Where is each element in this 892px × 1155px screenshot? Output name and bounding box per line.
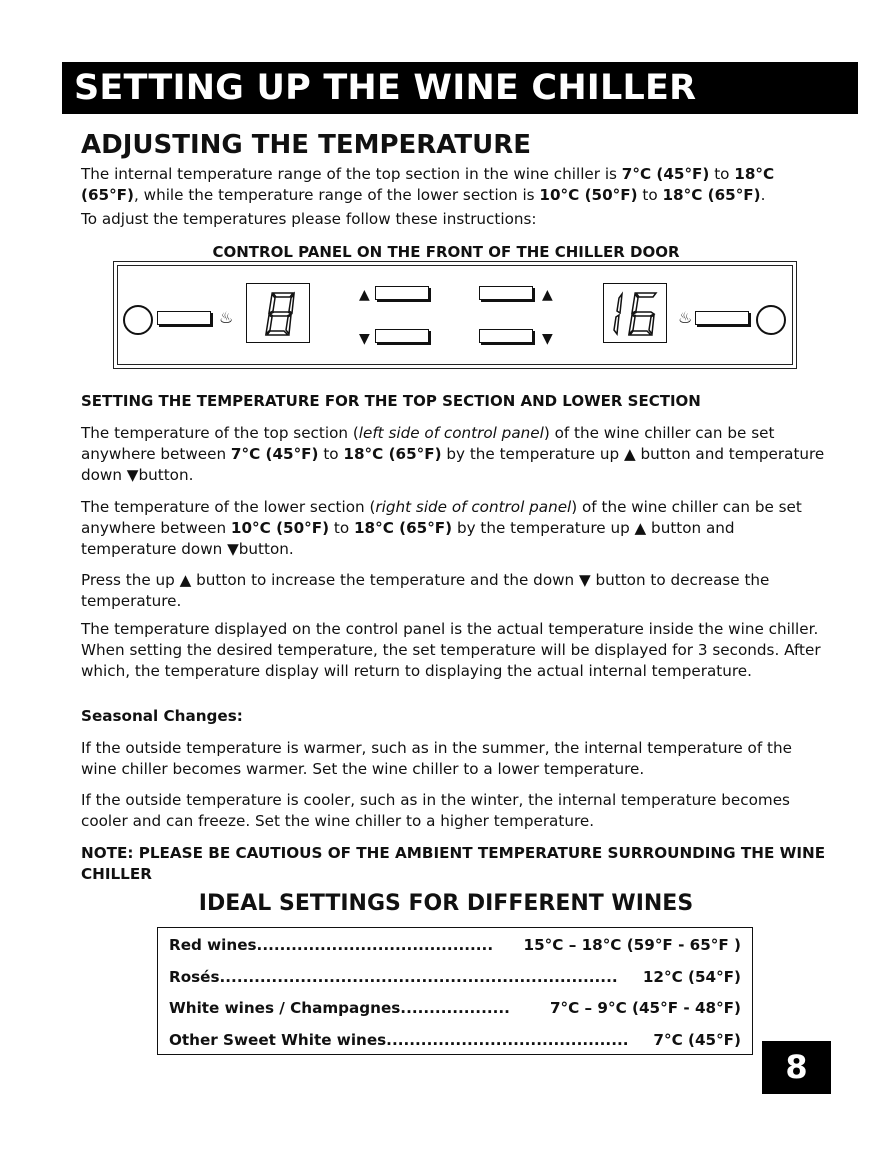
display-paragraph: The temperature displayed on the control panel is the actual temperature inside the wine chiller. When setting the desired temperature, the set temperature will be displayed for 3 seconds. After which, the temperature display will return to displaying the actual internal temperature. [81, 620, 821, 680]
light-icon: ♨ [678, 308, 693, 327]
warm-paragraph: If the outside temperature is warmer, such as in the summer, the internal temperature of the wine chiller becomes warmer. Set the wine chiller to a lower temperature. [81, 739, 792, 778]
ideal-settings-title: IDEAL SETTINGS FOR DIFFERENT WINES [198, 891, 694, 916]
right-power-button[interactable] [756, 305, 786, 335]
wine-label: Red wines......................................... [169, 936, 494, 954]
left-light-button[interactable] [157, 311, 211, 325]
control-panel [113, 261, 797, 369]
ideal-settings-table [157, 927, 753, 1055]
right-light-button[interactable] [695, 311, 749, 325]
table-row [169, 965, 741, 989]
left-down-button[interactable] [375, 329, 429, 343]
wine-temperature: 7°C (45°F) [653, 1031, 741, 1049]
right-up-button[interactable] [479, 286, 533, 300]
right-up-arrow-icon: ▲ [542, 287, 553, 303]
right-temperature-display [603, 283, 667, 343]
left-temperature-display [246, 283, 310, 343]
seasonal-heading: Seasonal Changes: [81, 707, 243, 725]
table-row [169, 996, 741, 1020]
right-seven-segment-digits [604, 284, 668, 344]
table-row [169, 933, 741, 957]
wine-label: Rosés..................................................................... [169, 968, 618, 986]
page-header: SETTING UP THE WINE CHILLER [62, 62, 858, 114]
left-up-arrow-icon: ▲ [359, 287, 370, 303]
top-section-paragraph: The temperature of the top section (left side of control panel) of the wine chiller can be set anywhere between 7°C (45°F) to 18°C (65°F) by the temperature up ▲ button and temperature down ▼button. [81, 424, 825, 484]
left-up-button[interactable] [375, 286, 429, 300]
page-number: 8 [762, 1041, 831, 1094]
setting-subheading: SETTING THE TEMPERATURE FOR THE TOP SECTION AND LOWER SECTION [81, 392, 701, 410]
left-seven-segment-digit [247, 284, 311, 344]
control-panel-inner [117, 265, 793, 365]
ambient-note: NOTE: PLEASE BE CAUTIOUS OF THE AMBIENT TEMPERATURE SURROUNDING THE WINE CHILLER [81, 844, 826, 883]
control-panel-title: CONTROL PANEL ON THE FRONT OF THE CHILLER DOOR [212, 243, 680, 261]
left-down-arrow-icon: ▼ [359, 331, 370, 347]
lower-section-paragraph: The temperature of the lower section (right side of control panel) of the wine chiller can be set anywhere between 10°C (50°F) to 18°C (65°F) by the temperature up ▲ button and temperature down ▼button. [81, 498, 802, 558]
left-power-button[interactable] [123, 305, 153, 335]
intro-paragraph: The internal temperature range of the top section in the wine chiller is 7°C (45°F) to 18°C (65°F), while the temperature range of the lower section is 10°C (50°F) to 18°C (65°F). [81, 165, 775, 204]
right-down-button[interactable] [479, 329, 533, 343]
light-icon: ♨ [219, 308, 234, 327]
wine-temperature: 7°C – 9°C (45°F - 48°F) [549, 999, 741, 1017]
intro-instruction: To adjust the temperatures please follow these instructions: [81, 210, 537, 228]
table-row [169, 1028, 741, 1052]
wine-temperature: 15°C – 18°C (59°F - 65°F ) [523, 936, 741, 954]
cool-paragraph: If the outside temperature is cooler, such as in the winter, the internal temperature becomes cooler and can freeze. Set the wine chiller to a higher temperature. [81, 791, 790, 830]
press-button-paragraph: Press the up ▲ button to increase the temperature and the down ▼ button to decrease the temperature. [81, 571, 770, 610]
wine-label: Other Sweet White wines.......................................... [169, 1031, 629, 1049]
right-down-arrow-icon: ▼ [542, 331, 553, 347]
wine-temperature: 12°C (54°F) [642, 968, 741, 986]
section-title: ADJUSTING THE TEMPERATURE [81, 130, 532, 160]
wine-label: White wines / Champagnes................... [169, 999, 510, 1017]
